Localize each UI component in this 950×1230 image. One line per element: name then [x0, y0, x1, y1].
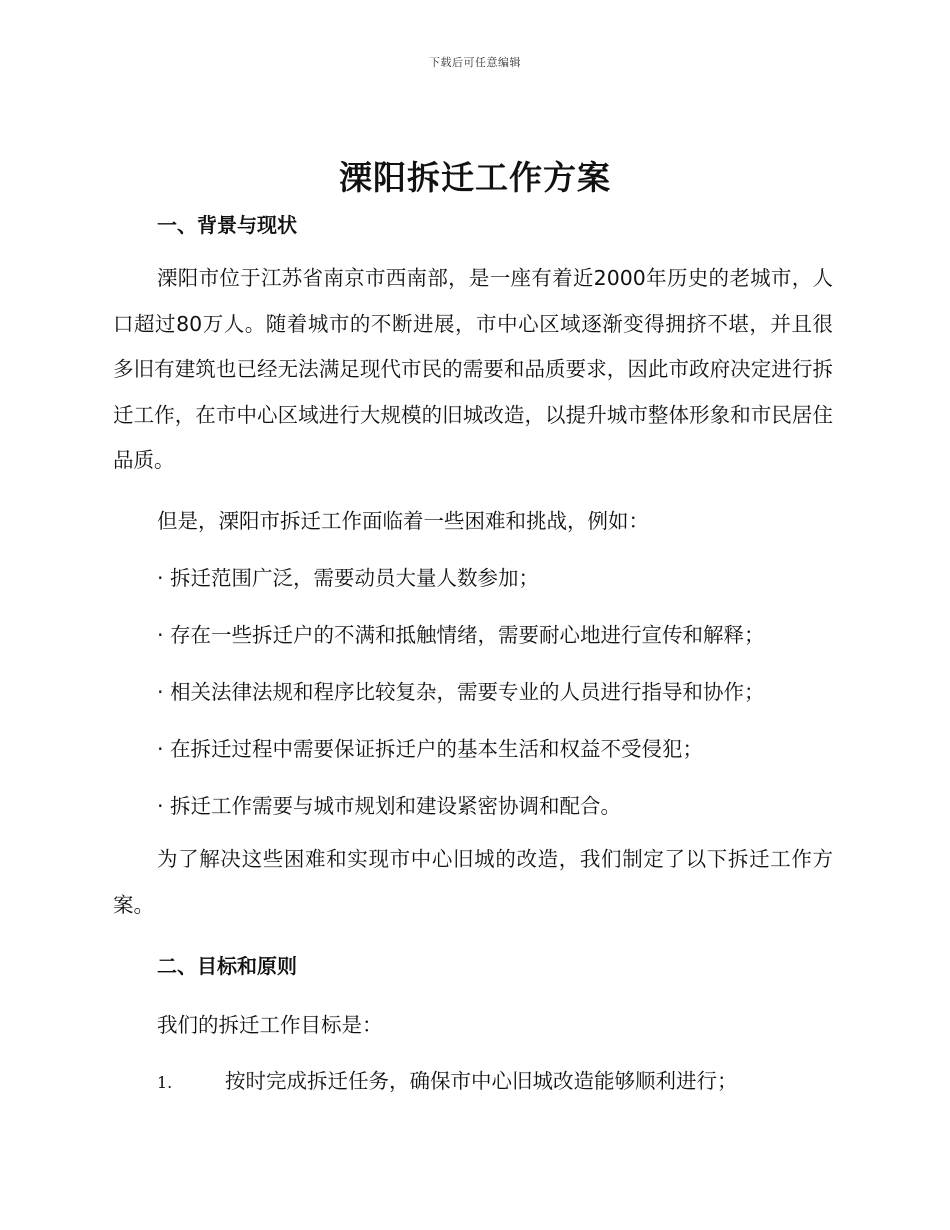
section-heading-goals: 二、目标和原则 [157, 954, 297, 978]
bullet-item: · 在拆迁过程中需要保证拆迁户的基本生活和权益不受侵犯； [157, 737, 704, 761]
bullet-item: · 拆迁工作需要与城市规划和建设紧密协调和配合。 [157, 794, 622, 818]
paragraph-plan-intro: 为了解决这些困难和实现市中心旧城的改造，我们制定了以下拆迁工作方案。 [113, 847, 833, 917]
item-text: 按时完成拆迁任务，确保市中心旧城改造能够顺利进行； [225, 1069, 738, 1093]
numbered-item [157, 1064, 738, 1094]
bullet-item: · 存在一些拆迁户的不满和抵触情绪，需要耐心地进行宣传和解释； [157, 623, 765, 647]
paragraph-background: 溧阳市位于江苏省南京市西南部，是一座有着近2000年历史的老城市，人口超过80万人。随着城市的不断进展，市中心区域逐渐变得拥挤不堪，并且很多旧有建筑也已经无法满足现代市民的需要和品质要求，因此市政府决定进行拆迁工作，在市中心区域进行大规模的旧城改造，以提升城市整体形象和市民居住品质。 [113, 266, 833, 472]
item-number: 1. [157, 1073, 173, 1092]
bullet-item: · 相关法律法规和程序比较复杂，需要专业的人员进行指导和协作； [157, 680, 765, 704]
header-note: 下载后可任意编辑 [429, 56, 521, 69]
paragraph-goals-intro: 我们的拆迁工作目标是： [157, 1013, 383, 1037]
section-heading-background: 一、背景与现状 [157, 213, 297, 237]
bullet-item: · 拆迁范围广泛，需要动员大量人数参加； [157, 566, 540, 590]
document-title: 溧阳拆迁工作方案 [339, 158, 611, 197]
paragraph-challenges-intro: 但是，溧阳市拆迁工作面临着一些困难和挑战，例如： [157, 509, 649, 533]
